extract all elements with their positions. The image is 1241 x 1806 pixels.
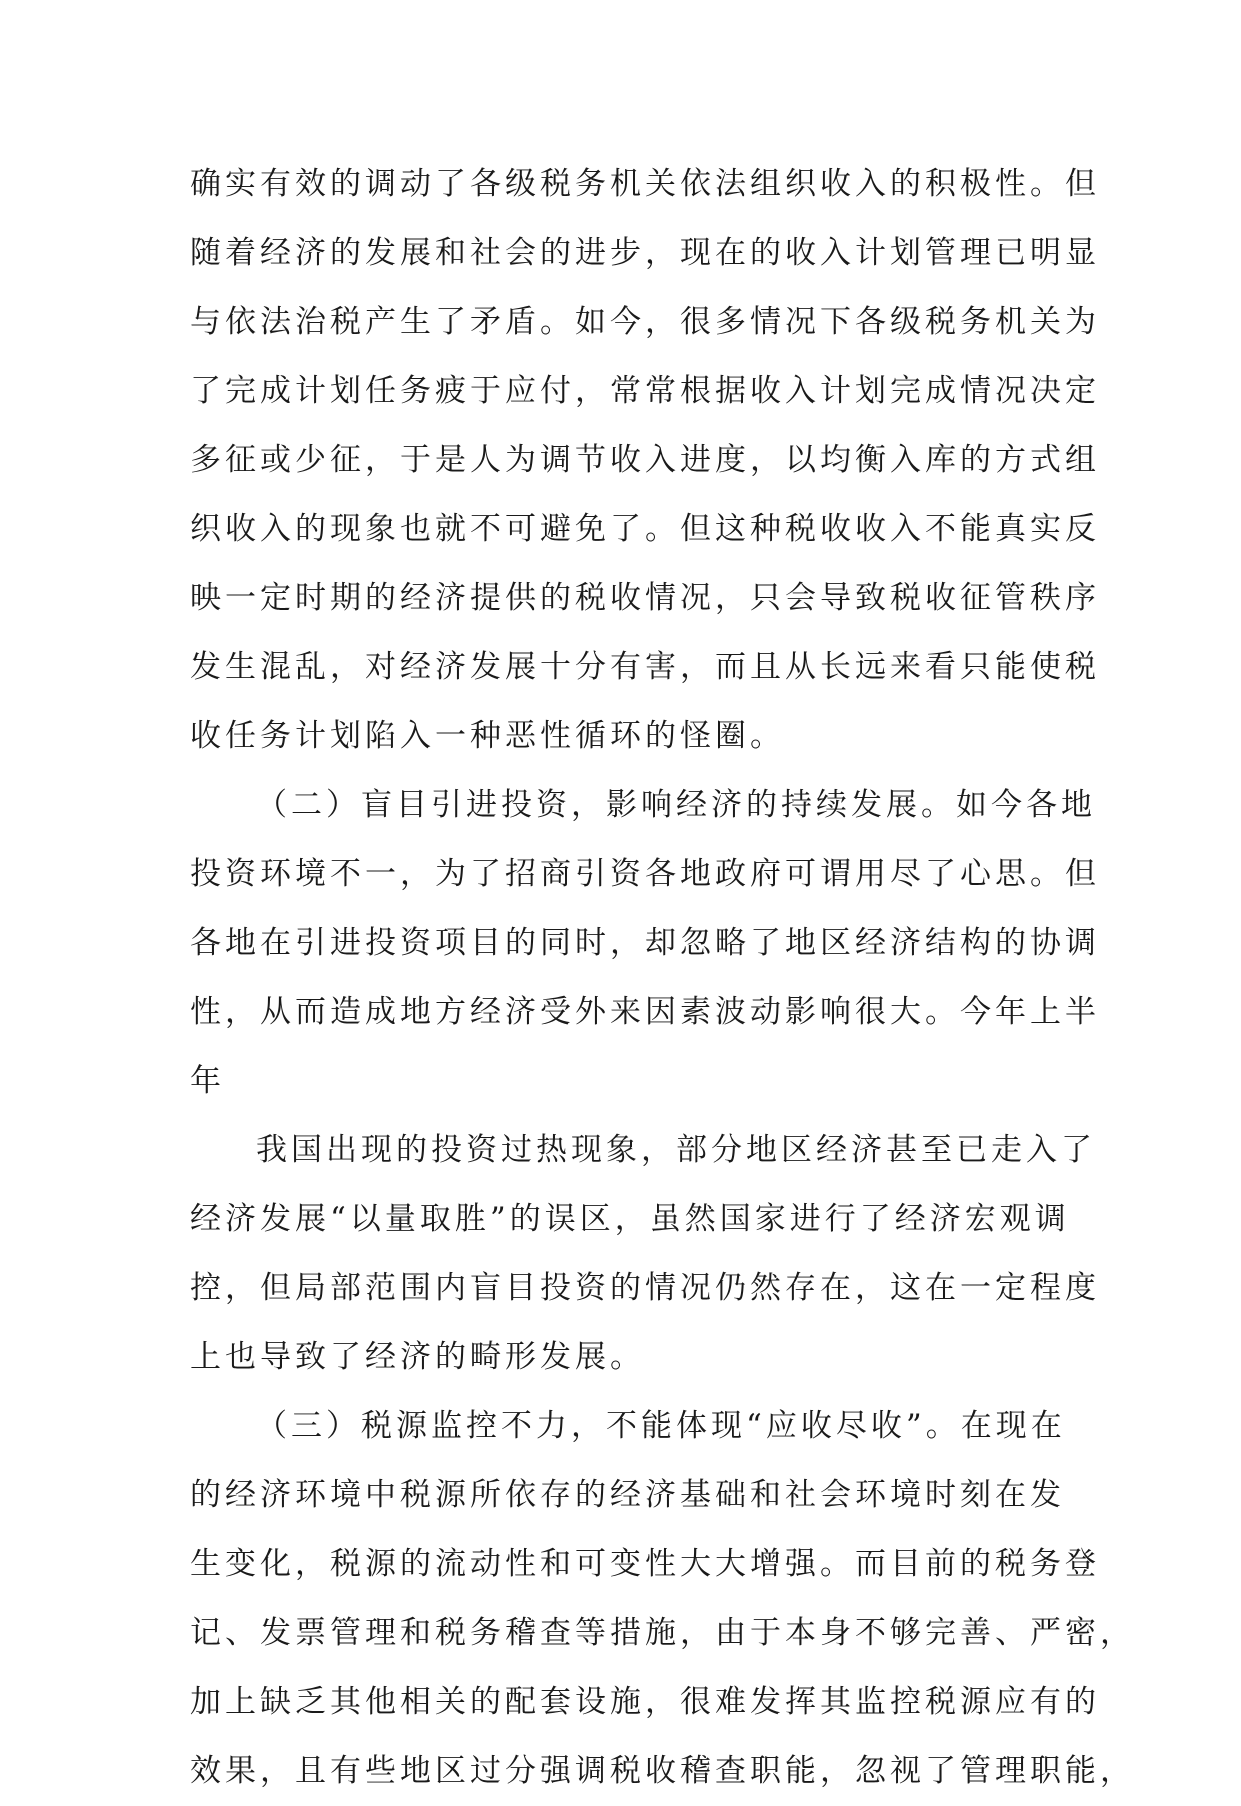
- text-line: （二）盲目引进投资，影响经济的持续发展。如今各地: [256, 787, 1096, 823]
- text-line: 生变化，税源的流动性和可变性大大增强。而目前的税务登: [190, 1546, 1100, 1582]
- body-text: [190, 150, 1135, 1806]
- text-line: 经济发展“以量取胜”的误区，虽然国家进行了经济宏观调: [190, 1201, 1070, 1237]
- text-line: 确实有效的调动了各级税务机关依法组织收入的积极性。但: [190, 166, 1100, 202]
- text-line: 随着经济的发展和社会的进步，现在的收入计划管理已明显: [190, 235, 1100, 271]
- text-line: 上也导致了经济的畸形发展。: [190, 1339, 645, 1375]
- text-line: 我国出现的投资过热现象，部分地区经济甚至已走入了: [256, 1132, 1096, 1168]
- paragraph: [190, 1392, 1135, 1806]
- text-line: 性，从而造成地方经济受外来因素波动影响很大。今年上半: [190, 994, 1100, 1030]
- text-line: 织收入的现象也就不可避免了。但这种税收收入不能真实反: [190, 511, 1100, 547]
- text-line: 投资环境不一，为了招商引资各地政府可谓用尽了心思。但: [190, 856, 1100, 892]
- text-line: 各地在引进投资项目的同时，却忽略了地区经济结构的协调: [190, 925, 1100, 961]
- paragraph: [190, 1116, 1100, 1392]
- text-line: 的经济环境中税源所依存的经济基础和社会环境时刻在发: [190, 1477, 1065, 1513]
- text-line: 多征或少征，于是人为调节收入进度，以均衡入库的方式组: [190, 442, 1100, 478]
- text-line: 发生混乱，对经济发展十分有害，而且从长远来看只能使税: [190, 649, 1100, 685]
- text-line: 收任务计划陷入一种恶性循环的怪圈。: [190, 718, 785, 754]
- text-line: 映一定时期的经济提供的税收情况，只会导致税收征管秩序: [190, 580, 1100, 616]
- text-line: 与依法治税产生了矛盾。如今，很多情况下各级税务机关为: [190, 304, 1100, 340]
- text-line: 加上缺乏其他相关的配套设施，很难发挥其监控税源应有的: [190, 1684, 1100, 1720]
- text-line: 效果，且有些地区过分强调税收稽查职能，忽视了管理职能，: [190, 1753, 1135, 1789]
- text-line: 年: [190, 1063, 225, 1099]
- paragraph: [190, 150, 1100, 771]
- text-line: 控，但局部范围内盲目投资的情况仍然存在，这在一定程度: [190, 1270, 1100, 1306]
- text-line: （三）税源监控不力，不能体现“应收尽收”。在现在: [256, 1408, 1066, 1444]
- paragraph: [190, 771, 1100, 1116]
- text-line: 记、发票管理和税务稽查等措施，由于本身不够完善、严密，: [190, 1615, 1135, 1651]
- text-line: 了完成计划任务疲于应付，常常根据收入计划完成情况决定: [190, 373, 1100, 409]
